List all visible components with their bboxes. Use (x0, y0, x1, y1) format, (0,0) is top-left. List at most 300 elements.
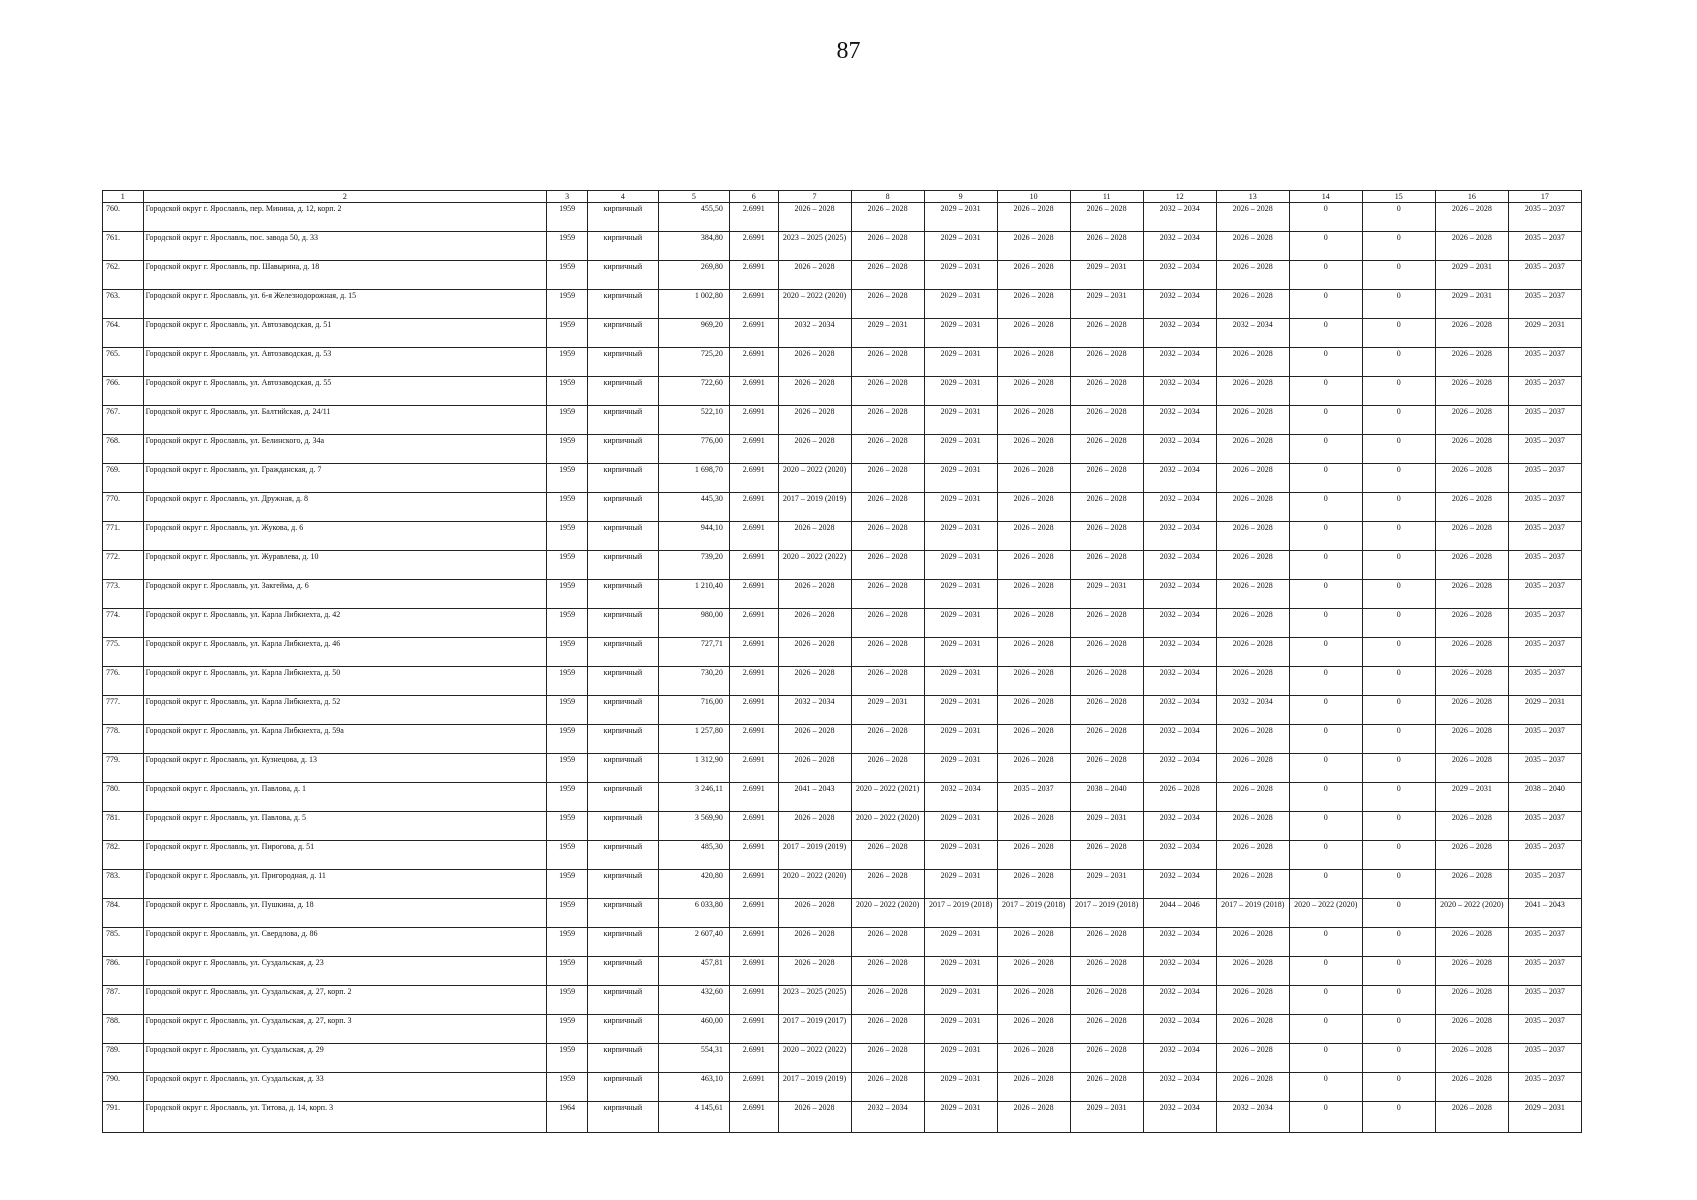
table-cell-col-11: 2026 – 2028 (1070, 957, 1143, 986)
table-cell-col-14: 0 (1289, 580, 1362, 609)
table-cell-col-11: 2026 – 2028 (1070, 493, 1143, 522)
table-cell-col-10: 2035 – 2037 (997, 783, 1070, 812)
table-cell-col-12: 2032 – 2034 (1143, 377, 1216, 406)
table-cell-col-17: 2035 – 2037 (1508, 986, 1581, 1015)
table-cell-col-7: 2026 – 2028 (778, 348, 851, 377)
table-cell-col-12: 2032 – 2034 (1143, 841, 1216, 870)
table-cell-col-4: кирпичный (587, 319, 658, 348)
table-cell-col-7: 2026 – 2028 (778, 725, 851, 754)
table-cell-col-3: 1959 (547, 725, 588, 754)
table-cell-col-3: 1959 (547, 377, 588, 406)
table-cell-col-9: 2029 – 2031 (924, 290, 997, 319)
table-cell-col-9: 2029 – 2031 (924, 348, 997, 377)
table-cell-col-6: 2.6991 (729, 928, 778, 957)
table-cell-col-7: 2032 – 2034 (778, 696, 851, 725)
table-cell-col-16: 2026 – 2028 (1435, 841, 1508, 870)
column-header-9: 9 (924, 191, 997, 203)
table-cell-col-9: 2029 – 2031 (924, 493, 997, 522)
table-cell-col-9: 2029 – 2031 (924, 696, 997, 725)
table-cell-col-12: 2032 – 2034 (1143, 1015, 1216, 1044)
table-cell-col-15: 0 (1362, 754, 1435, 783)
table-cell-col-7: 2026 – 2028 (778, 580, 851, 609)
table-cell-col-5: 269,80 (658, 261, 729, 290)
table-cell-col-15: 0 (1362, 696, 1435, 725)
table-cell-col-5: 1 698,70 (658, 464, 729, 493)
table-cell-col-9: 2032 – 2034 (924, 783, 997, 812)
table-cell-col-11: 2026 – 2028 (1070, 522, 1143, 551)
table-cell-col-13: 2032 – 2034 (1216, 319, 1289, 348)
table-cell-col-13: 2026 – 2028 (1216, 1044, 1289, 1073)
table-cell-col-9: 2029 – 2031 (924, 464, 997, 493)
table-cell-col-12: 2032 – 2034 (1143, 261, 1216, 290)
table-cell-col-9: 2029 – 2031 (924, 1015, 997, 1044)
table-cell-col-11: 2026 – 2028 (1070, 203, 1143, 232)
table-cell-col-13: 2026 – 2028 (1216, 290, 1289, 319)
table-cell-col-17: 2029 – 2031 (1508, 696, 1581, 725)
table-cell-col-8: 2026 – 2028 (851, 667, 924, 696)
table-cell-col-2: Городской округ г. Ярославль, ул. Свердлова, д. 86 (143, 928, 547, 957)
table-cell-col-8: 2026 – 2028 (851, 232, 924, 261)
table-cell-col-4: кирпичный (587, 899, 658, 928)
table-cell-col-1: 788. (103, 1015, 144, 1044)
table-row (103, 290, 1582, 319)
table-cell-col-15: 0 (1362, 725, 1435, 754)
table-cell-col-6: 2.6991 (729, 232, 778, 261)
table-cell-col-9: 2029 – 2031 (924, 957, 997, 986)
table-cell-col-1: 760. (103, 203, 144, 232)
table-cell-col-13: 2026 – 2028 (1216, 754, 1289, 783)
table-cell-col-10: 2026 – 2028 (997, 1073, 1070, 1102)
table-cell-col-1: 765. (103, 348, 144, 377)
table-cell-col-2: Городской округ г. Ярославль, ул. Белинского, д. 34а (143, 435, 547, 464)
table-row (103, 551, 1582, 580)
table-cell-col-12: 2032 – 2034 (1143, 435, 1216, 464)
table-cell-col-9: 2029 – 2031 (924, 986, 997, 1015)
table-cell-col-14: 0 (1289, 1015, 1362, 1044)
table-cell-col-11: 2026 – 2028 (1070, 841, 1143, 870)
table-cell-col-9: 2029 – 2031 (924, 232, 997, 261)
table-cell-col-2: Городской округ г. Ярославль, ул. Дружная, д. 8 (143, 493, 547, 522)
table-cell-col-4: кирпичный (587, 261, 658, 290)
table-cell-col-4: кирпичный (587, 203, 658, 232)
table-cell-col-13: 2026 – 2028 (1216, 609, 1289, 638)
table-cell-col-14: 0 (1289, 754, 1362, 783)
table-cell-col-6: 2.6991 (729, 493, 778, 522)
table-cell-col-16: 2026 – 2028 (1435, 870, 1508, 899)
table-row (103, 928, 1582, 957)
table-cell-col-14: 0 (1289, 957, 1362, 986)
table-cell-col-9: 2029 – 2031 (924, 1073, 997, 1102)
table-cell-col-7: 2026 – 2028 (778, 522, 851, 551)
table-cell-col-1: 780. (103, 783, 144, 812)
table-cell-col-16: 2029 – 2031 (1435, 290, 1508, 319)
table-cell-col-15: 0 (1362, 580, 1435, 609)
table-cell-col-12: 2032 – 2034 (1143, 609, 1216, 638)
table-cell-col-15: 0 (1362, 638, 1435, 667)
table-cell-col-12: 2032 – 2034 (1143, 290, 1216, 319)
table-cell-col-17: 2035 – 2037 (1508, 580, 1581, 609)
table-cell-col-14: 0 (1289, 841, 1362, 870)
table-cell-col-3: 1959 (547, 348, 588, 377)
table-cell-col-13: 2026 – 2028 (1216, 725, 1289, 754)
table-cell-col-16: 2026 – 2028 (1435, 812, 1508, 841)
table-cell-col-6: 2.6991 (729, 841, 778, 870)
table-cell-col-9: 2029 – 2031 (924, 319, 997, 348)
table-cell-col-13: 2026 – 2028 (1216, 841, 1289, 870)
table-cell-col-15: 0 (1362, 290, 1435, 319)
column-header-3: 3 (547, 191, 588, 203)
table-cell-col-13: 2026 – 2028 (1216, 1015, 1289, 1044)
table-cell-col-2: Городской округ г. Ярославль, ул. Автозаводская, д. 53 (143, 348, 547, 377)
table-cell-col-5: 1 257,80 (658, 725, 729, 754)
table-cell-col-2: Городской округ г. Ярославль, ул. Титова, д. 14, корп. 3 (143, 1102, 547, 1133)
table-cell-col-17: 2041 – 2043 (1508, 899, 1581, 928)
table-cell-col-9: 2017 – 2019 (2018) (924, 899, 997, 928)
table-cell-col-6: 2.6991 (729, 899, 778, 928)
table-cell-col-10: 2026 – 2028 (997, 1102, 1070, 1133)
table-cell-col-16: 2026 – 2028 (1435, 580, 1508, 609)
table-cell-col-11: 2026 – 2028 (1070, 725, 1143, 754)
table-cell-col-9: 2029 – 2031 (924, 725, 997, 754)
column-header-17: 17 (1508, 191, 1581, 203)
table-cell-col-4: кирпичный (587, 638, 658, 667)
table-cell-col-7: 2017 – 2019 (2017) (778, 1015, 851, 1044)
table-cell-col-13: 2026 – 2028 (1216, 580, 1289, 609)
table-cell-col-2: Городской округ г. Ярославль, ул. Суздальская, д. 29 (143, 1044, 547, 1073)
table-cell-col-2: Городской округ г. Ярославль, ул. Карла Либкнехта, д. 42 (143, 609, 547, 638)
table-cell-col-11: 2029 – 2031 (1070, 580, 1143, 609)
table-cell-col-5: 384,80 (658, 232, 729, 261)
table-cell-col-14: 0 (1289, 812, 1362, 841)
table-cell-col-5: 463,10 (658, 1073, 729, 1102)
table-cell-col-16: 2026 – 2028 (1435, 638, 1508, 667)
table-cell-col-14: 0 (1289, 377, 1362, 406)
table-cell-col-17: 2035 – 2037 (1508, 870, 1581, 899)
table-cell-col-10: 2026 – 2028 (997, 667, 1070, 696)
table-cell-col-12: 2032 – 2034 (1143, 406, 1216, 435)
table-cell-col-2: Городской округ г. Ярославль, ул. Журавлева, д. 10 (143, 551, 547, 580)
table-cell-col-15: 0 (1362, 1073, 1435, 1102)
table-cell-col-17: 2035 – 2037 (1508, 928, 1581, 957)
table-cell-col-8: 2020 – 2022 (2020) (851, 812, 924, 841)
table-cell-col-10: 2026 – 2028 (997, 986, 1070, 1015)
table-row (103, 609, 1582, 638)
table-cell-col-7: 2020 – 2022 (2022) (778, 1044, 851, 1073)
table-cell-col-5: 1 312,90 (658, 754, 729, 783)
table-cell-col-10: 2026 – 2028 (997, 203, 1070, 232)
table-cell-col-13: 2032 – 2034 (1216, 696, 1289, 725)
table-cell-col-16: 2026 – 2028 (1435, 464, 1508, 493)
table-cell-col-7: 2023 – 2025 (2025) (778, 986, 851, 1015)
table-cell-col-16: 2026 – 2028 (1435, 609, 1508, 638)
column-header-10: 10 (997, 191, 1070, 203)
table-cell-col-8: 2026 – 2028 (851, 348, 924, 377)
table-cell-col-13: 2026 – 2028 (1216, 348, 1289, 377)
table-cell-col-17: 2035 – 2037 (1508, 203, 1581, 232)
column-header-7: 7 (778, 191, 851, 203)
table-cell-col-8: 2026 – 2028 (851, 522, 924, 551)
table-cell-col-13: 2026 – 2028 (1216, 261, 1289, 290)
table-cell-col-4: кирпичный (587, 348, 658, 377)
table-cell-col-10: 2026 – 2028 (997, 522, 1070, 551)
register-table (102, 190, 1582, 1133)
table-cell-col-11: 2026 – 2028 (1070, 377, 1143, 406)
table-cell-col-5: 445,30 (658, 493, 729, 522)
table-cell-col-3: 1959 (547, 203, 588, 232)
table-cell-col-8: 2026 – 2028 (851, 638, 924, 667)
table-cell-col-10: 2026 – 2028 (997, 725, 1070, 754)
table-cell-col-8: 2020 – 2022 (2021) (851, 783, 924, 812)
table-cell-col-16: 2026 – 2028 (1435, 1015, 1508, 1044)
table-cell-col-7: 2026 – 2028 (778, 435, 851, 464)
table-row (103, 464, 1582, 493)
table-cell-col-13: 2026 – 2028 (1216, 812, 1289, 841)
table-cell-col-5: 969,20 (658, 319, 729, 348)
table-row (103, 232, 1582, 261)
table-cell-col-17: 2035 – 2037 (1508, 232, 1581, 261)
table-cell-col-14: 0 (1289, 493, 1362, 522)
table-cell-col-17: 2035 – 2037 (1508, 1073, 1581, 1102)
table-cell-col-3: 1959 (547, 957, 588, 986)
table-cell-col-6: 2.6991 (729, 725, 778, 754)
table-cell-col-4: кирпичный (587, 232, 658, 261)
table-cell-col-8: 2026 – 2028 (851, 261, 924, 290)
table-row (103, 696, 1582, 725)
table-cell-col-7: 2017 – 2019 (2019) (778, 1073, 851, 1102)
table-cell-col-9: 2029 – 2031 (924, 406, 997, 435)
column-header-6: 6 (729, 191, 778, 203)
table-cell-col-14: 0 (1289, 986, 1362, 1015)
table-cell-col-11: 2026 – 2028 (1070, 667, 1143, 696)
table-cell-col-12: 2032 – 2034 (1143, 580, 1216, 609)
table-cell-col-17: 2035 – 2037 (1508, 841, 1581, 870)
table-cell-col-1: 782. (103, 841, 144, 870)
table-cell-col-10: 2026 – 2028 (997, 261, 1070, 290)
table-cell-col-12: 2044 – 2046 (1143, 899, 1216, 928)
table-cell-col-2: Городской округ г. Ярославль, ул. Суздальская, д. 33 (143, 1073, 547, 1102)
table-cell-col-15: 0 (1362, 464, 1435, 493)
table-cell-col-10: 2026 – 2028 (997, 609, 1070, 638)
table-cell-col-9: 2029 – 2031 (924, 870, 997, 899)
table-cell-col-16: 2026 – 2028 (1435, 319, 1508, 348)
table-cell-col-13: 2026 – 2028 (1216, 203, 1289, 232)
table-row (103, 1044, 1582, 1073)
table-cell-col-16: 2026 – 2028 (1435, 551, 1508, 580)
table-cell-col-8: 2026 – 2028 (851, 551, 924, 580)
table-cell-col-10: 2026 – 2028 (997, 841, 1070, 870)
page-number: 87 (836, 38, 861, 64)
table-cell-col-4: кирпичный (587, 667, 658, 696)
table-cell-col-3: 1959 (547, 464, 588, 493)
table-cell-col-14: 0 (1289, 696, 1362, 725)
table-cell-col-8: 2026 – 2028 (851, 203, 924, 232)
table-cell-col-2: Городской округ г. Ярославль, ул. Балтийская, д. 24/11 (143, 406, 547, 435)
table-cell-col-13: 2026 – 2028 (1216, 667, 1289, 696)
table-cell-col-14: 0 (1289, 783, 1362, 812)
table-cell-col-4: кирпичный (587, 986, 658, 1015)
table-cell-col-13: 2026 – 2028 (1216, 986, 1289, 1015)
table-cell-col-15: 0 (1362, 957, 1435, 986)
table-cell-col-8: 2026 – 2028 (851, 1073, 924, 1102)
table-cell-col-2: Городской округ г. Ярославль, ул. Суздальская, д. 27, корп. 3 (143, 1015, 547, 1044)
table-cell-col-16: 2026 – 2028 (1435, 232, 1508, 261)
table-cell-col-9: 2029 – 2031 (924, 1044, 997, 1073)
table-cell-col-4: кирпичный (587, 1102, 658, 1133)
table-cell-col-1: 785. (103, 928, 144, 957)
table-cell-col-8: 2026 – 2028 (851, 435, 924, 464)
table-row (103, 812, 1582, 841)
table-cell-col-5: 3 246,11 (658, 783, 729, 812)
table-cell-col-15: 0 (1362, 1044, 1435, 1073)
table-cell-col-10: 2026 – 2028 (997, 928, 1070, 957)
table-cell-col-16: 2026 – 2028 (1435, 928, 1508, 957)
table-cell-col-7: 2026 – 2028 (778, 812, 851, 841)
table-cell-col-4: кирпичный (587, 435, 658, 464)
table-cell-col-16: 2026 – 2028 (1435, 377, 1508, 406)
table-cell-col-4: кирпичный (587, 754, 658, 783)
table-cell-col-2: Городской округ г. Ярославль, ул. Жукова, д. 6 (143, 522, 547, 551)
table-cell-col-17: 2038 – 2040 (1508, 783, 1581, 812)
table-cell-col-2: Городской округ г. Ярославль, ул. Суздальская, д. 23 (143, 957, 547, 986)
table-cell-col-11: 2026 – 2028 (1070, 551, 1143, 580)
table-cell-col-17: 2035 – 2037 (1508, 754, 1581, 783)
table-cell-col-11: 2029 – 2031 (1070, 290, 1143, 319)
table-cell-col-6: 2.6991 (729, 435, 778, 464)
header-row (103, 191, 1582, 203)
table-cell-col-5: 432,60 (658, 986, 729, 1015)
table-cell-col-7: 2026 – 2028 (778, 638, 851, 667)
table-cell-col-6: 2.6991 (729, 464, 778, 493)
table-cell-col-2: Городской округ г. Ярославль, ул. Карла Либкнехта, д. 52 (143, 696, 547, 725)
table-cell-col-3: 1959 (547, 1044, 588, 1073)
table-cell-col-12: 2032 – 2034 (1143, 638, 1216, 667)
table-cell-col-8: 2026 – 2028 (851, 928, 924, 957)
table-cell-col-11: 2029 – 2031 (1070, 261, 1143, 290)
table-cell-col-12: 2032 – 2034 (1143, 667, 1216, 696)
table-cell-col-1: 776. (103, 667, 144, 696)
table-cell-col-10: 2026 – 2028 (997, 870, 1070, 899)
table-cell-col-17: 2035 – 2037 (1508, 522, 1581, 551)
table-cell-col-16: 2029 – 2031 (1435, 261, 1508, 290)
table-cell-col-15: 0 (1362, 232, 1435, 261)
table-cell-col-14: 0 (1289, 638, 1362, 667)
table-cell-col-11: 2038 – 2040 (1070, 783, 1143, 812)
table-cell-col-12: 2032 – 2034 (1143, 725, 1216, 754)
table-cell-col-15: 0 (1362, 435, 1435, 464)
table-cell-col-9: 2029 – 2031 (924, 435, 997, 464)
table-cell-col-8: 2026 – 2028 (851, 493, 924, 522)
table-cell-col-7: 2026 – 2028 (778, 609, 851, 638)
table-cell-col-15: 0 (1362, 493, 1435, 522)
table-cell-col-15: 0 (1362, 348, 1435, 377)
table-cell-col-3: 1959 (547, 551, 588, 580)
table-cell-col-4: кирпичный (587, 841, 658, 870)
table-cell-col-5: 460,00 (658, 1015, 729, 1044)
table-cell-col-6: 2.6991 (729, 1102, 778, 1133)
table-cell-col-5: 739,20 (658, 551, 729, 580)
table-cell-col-15: 0 (1362, 609, 1435, 638)
table-cell-col-13: 2026 – 2028 (1216, 406, 1289, 435)
table-cell-col-11: 2029 – 2031 (1070, 1102, 1143, 1133)
table-cell-col-2: Городской округ г. Ярославль, ул. Кузнецова, д. 13 (143, 754, 547, 783)
table-cell-col-8: 2026 – 2028 (851, 754, 924, 783)
table-cell-col-1: 784. (103, 899, 144, 928)
table-row (103, 754, 1582, 783)
table-cell-col-15: 0 (1362, 899, 1435, 928)
table-cell-col-10: 2026 – 2028 (997, 551, 1070, 580)
table-cell-col-17: 2035 – 2037 (1508, 377, 1581, 406)
table-cell-col-8: 2026 – 2028 (851, 841, 924, 870)
column-header-4: 4 (587, 191, 658, 203)
table-cell-col-11: 2026 – 2028 (1070, 986, 1143, 1015)
table-cell-col-1: 766. (103, 377, 144, 406)
column-header-14: 14 (1289, 191, 1362, 203)
table-cell-col-11: 2029 – 2031 (1070, 870, 1143, 899)
table-cell-col-5: 944,10 (658, 522, 729, 551)
table-cell-col-6: 2.6991 (729, 667, 778, 696)
table-cell-col-1: 787. (103, 986, 144, 1015)
table-cell-col-5: 980,00 (658, 609, 729, 638)
table-cell-col-10: 2017 – 2019 (2018) (997, 899, 1070, 928)
table-row (103, 435, 1582, 464)
table-cell-col-14: 0 (1289, 406, 1362, 435)
table-cell-col-16: 2029 – 2031 (1435, 783, 1508, 812)
table-cell-col-2: Городской округ г. Ярославль, ул. Пирогова, д. 51 (143, 841, 547, 870)
table-cell-col-7: 2020 – 2022 (2022) (778, 551, 851, 580)
table-cell-col-4: кирпичный (587, 522, 658, 551)
table-cell-col-17: 2035 – 2037 (1508, 638, 1581, 667)
table-cell-col-17: 2029 – 2031 (1508, 1102, 1581, 1133)
table-cell-col-3: 1964 (547, 1102, 588, 1133)
table-cell-col-4: кирпичный (587, 609, 658, 638)
table-cell-col-1: 763. (103, 290, 144, 319)
table-row (103, 725, 1582, 754)
table-cell-col-4: кирпичный (587, 783, 658, 812)
table-cell-col-9: 2029 – 2031 (924, 522, 997, 551)
table-cell-col-16: 2026 – 2028 (1435, 667, 1508, 696)
table-cell-col-13: 2026 – 2028 (1216, 377, 1289, 406)
table-cell-col-14: 0 (1289, 290, 1362, 319)
table-cell-col-13: 2026 – 2028 (1216, 435, 1289, 464)
table-cell-col-7: 2026 – 2028 (778, 667, 851, 696)
table-row (103, 899, 1582, 928)
table-cell-col-16: 2026 – 2028 (1435, 957, 1508, 986)
table-cell-col-12: 2032 – 2034 (1143, 1102, 1216, 1133)
table-cell-col-17: 2035 – 2037 (1508, 1015, 1581, 1044)
table-cell-col-6: 2.6991 (729, 783, 778, 812)
column-header-16: 16 (1435, 191, 1508, 203)
table-cell-col-5: 2 607,40 (658, 928, 729, 957)
table-cell-col-11: 2026 – 2028 (1070, 1015, 1143, 1044)
table-row (103, 203, 1582, 232)
table-cell-col-2: Городской округ г. Ярославль, ул. Пушкина, д. 18 (143, 899, 547, 928)
table-cell-col-8: 2020 – 2022 (2020) (851, 899, 924, 928)
table-cell-col-12: 2032 – 2034 (1143, 870, 1216, 899)
table-cell-col-3: 1959 (547, 841, 588, 870)
table-row (103, 870, 1582, 899)
table-cell-col-9: 2029 – 2031 (924, 551, 997, 580)
table-cell-col-14: 0 (1289, 203, 1362, 232)
table-cell-col-13: 2026 – 2028 (1216, 1073, 1289, 1102)
table-cell-col-14: 0 (1289, 551, 1362, 580)
table-cell-col-1: 769. (103, 464, 144, 493)
table-cell-col-16: 2026 – 2028 (1435, 696, 1508, 725)
table-cell-col-8: 2026 – 2028 (851, 1044, 924, 1073)
table-cell-col-11: 2026 – 2028 (1070, 406, 1143, 435)
table-cell-col-3: 1959 (547, 580, 588, 609)
table-cell-col-12: 2032 – 2034 (1143, 522, 1216, 551)
table-cell-col-12: 2032 – 2034 (1143, 348, 1216, 377)
